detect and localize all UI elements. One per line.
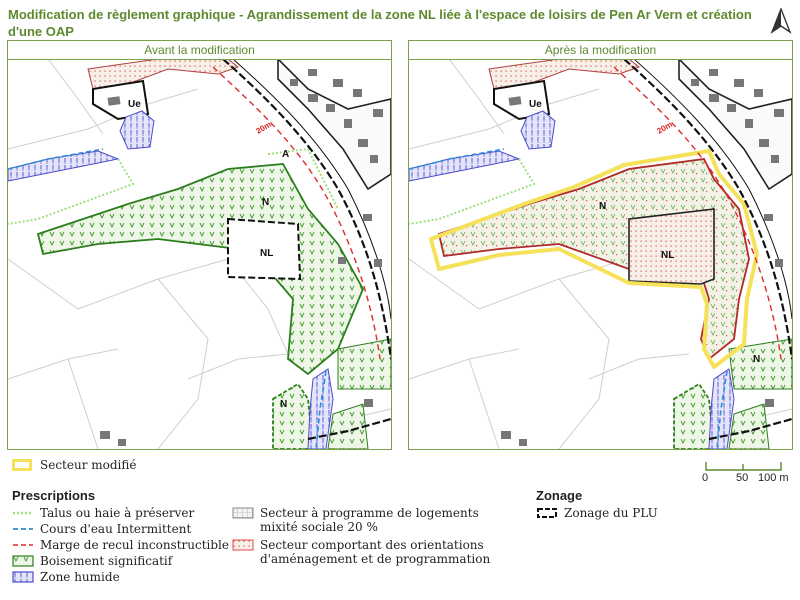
stream-line-icon — [12, 523, 34, 535]
label-n2-before: N — [280, 399, 288, 410]
label-nl-after: NL — [661, 250, 675, 261]
legend-item-boisement: Boisement significatif — [12, 554, 280, 568]
label-a: A — [282, 149, 290, 160]
panel-title-after: Après la modification — [409, 41, 792, 60]
setback-line-icon — [12, 539, 34, 551]
modified-sector-swatch — [12, 459, 32, 471]
legend-item-talus: Talus ou haie à préserver — [12, 506, 280, 520]
legend-zonage-heading: Zonage — [536, 488, 583, 503]
scale-tick-50: 50 — [736, 472, 749, 484]
map-before[interactable] — [8, 59, 391, 449]
legend-item-zonage-plu: Zonage du PLU — [536, 506, 800, 520]
scale-tick-100: 100 m — [758, 472, 789, 484]
label-n2-after: N — [753, 354, 761, 365]
legend-item-zone-humide: Zone humide — [12, 570, 280, 584]
map-after[interactable] — [409, 59, 792, 449]
label-setback-before: 20m — [254, 119, 273, 136]
map-panel-before[interactable] — [7, 40, 392, 450]
legend-prescriptions-heading: Prescriptions — [12, 488, 96, 503]
zoning-boundary-icon — [536, 507, 558, 519]
legend-item-marge: Marge de recul inconstructible — [12, 538, 280, 552]
label-ue: Ue — [128, 99, 141, 110]
wetland-swatch-icon — [12, 571, 34, 583]
label-nl-before: NL — [260, 248, 274, 259]
social-housing-swatch-icon — [232, 507, 254, 519]
north-arrow-icon — [770, 8, 792, 34]
legend-item-cours-eau: Cours d'eau Intermittent — [12, 522, 280, 536]
label-setback-after: 20m — [655, 119, 674, 136]
scale-bar — [700, 458, 790, 488]
panel-title-before: Avant la modification — [8, 41, 391, 60]
map-panel-after[interactable] — [408, 40, 793, 450]
legend-modified-sector — [12, 458, 136, 472]
scale-tick-0: 0 — [702, 472, 709, 484]
label-n-before: N — [262, 197, 270, 208]
label-n-after: N — [599, 201, 607, 212]
oap-swatch-icon — [232, 539, 254, 551]
legend-modified-label: Secteur modifié — [40, 458, 137, 472]
hedge-line-icon — [12, 507, 34, 519]
map-title: Modification de règlement graphique - Agrandissement de la zone NL liée à l'espace de loisirs de Pen Ar Vern et création d'une OAP — [8, 7, 752, 39]
legend-item-mixite: Secteur à programme de logements mixité sociale 20 % — [232, 506, 500, 534]
label-ue-after: Ue — [529, 99, 542, 110]
legend-item-oap: Secteur comportant des orientations d'aménagement et de programmation — [232, 538, 500, 566]
forest-swatch-icon — [12, 555, 34, 567]
